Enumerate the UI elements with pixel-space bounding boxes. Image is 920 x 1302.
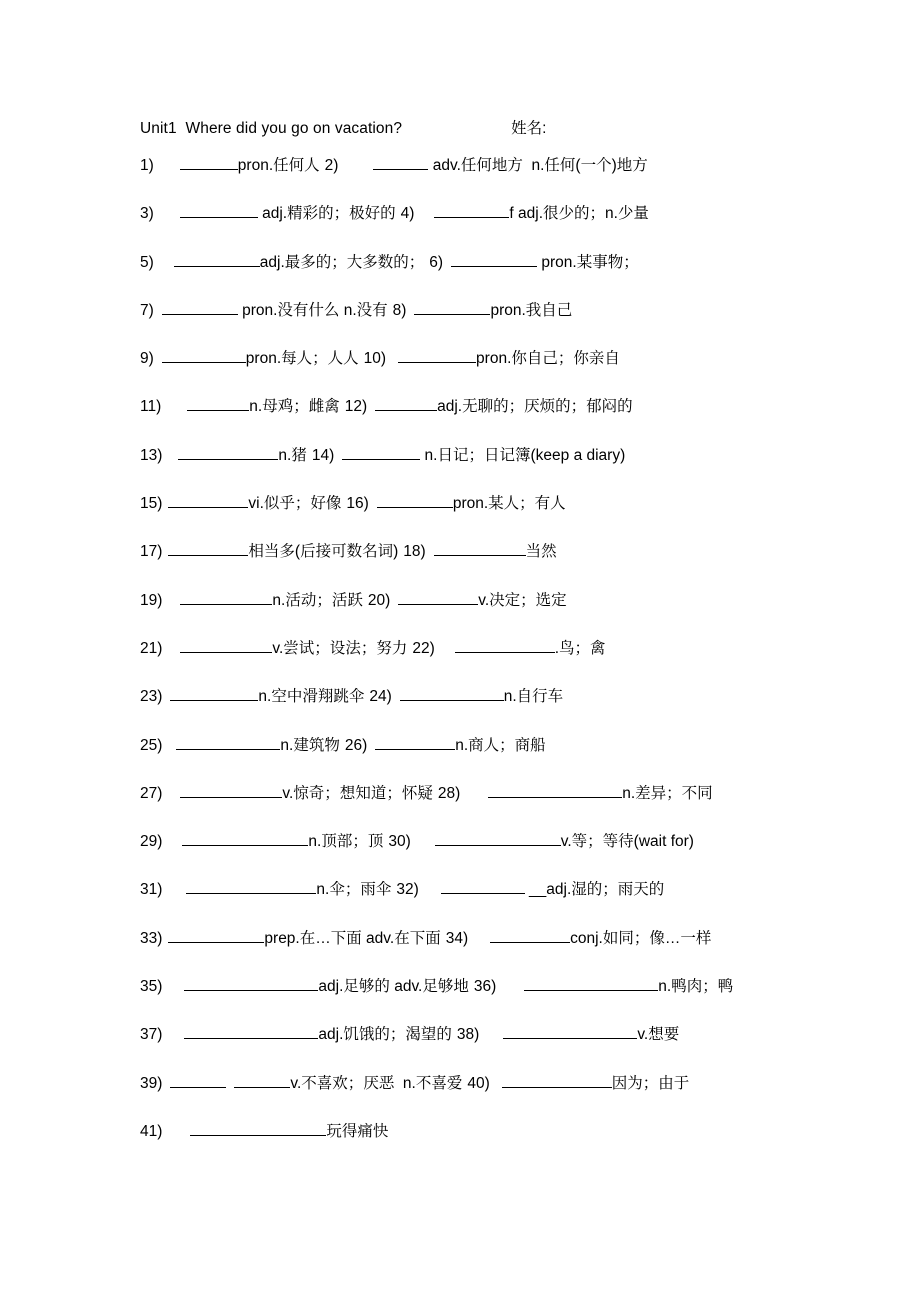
answer-blank[interactable] <box>180 588 272 605</box>
question-number: 10) <box>363 350 387 368</box>
question-list <box>140 142 840 1156</box>
definition-text: v.决定；选定 <box>478 591 567 609</box>
question-row <box>140 673 840 721</box>
answer-blank[interactable] <box>180 781 282 798</box>
definition-text: n.母鸡；雌禽 <box>249 398 340 416</box>
answer-blank[interactable] <box>503 1023 637 1040</box>
definition-text: adj.最多的；大多数的； <box>259 253 425 271</box>
question-number: 7) <box>140 301 154 319</box>
worksheet-content <box>140 120 840 1156</box>
question-number: 18) <box>403 543 426 561</box>
question-number: 23) <box>140 688 163 706</box>
answer-blank[interactable] <box>168 540 248 557</box>
question-number: 16) <box>346 495 369 513</box>
question-number: 14) <box>311 446 335 464</box>
question-number: 13) <box>140 446 163 464</box>
answer-blank[interactable] <box>524 975 658 992</box>
document-header <box>140 120 840 142</box>
answer-blank[interactable] <box>170 685 258 702</box>
question-number: 11) <box>140 398 162 416</box>
answer-blank[interactable] <box>455 636 555 653</box>
question-number: 26) <box>344 736 368 754</box>
question-number: 3) <box>140 205 154 223</box>
question-row <box>140 1011 840 1059</box>
answer-blank[interactable] <box>490 926 570 943</box>
question-number: 19) <box>140 591 163 609</box>
question-number: 5) <box>140 253 154 271</box>
answer-blank[interactable] <box>435 830 561 847</box>
definition-text: adj.足够的 adv.足够地 <box>318 978 469 996</box>
answer-blank[interactable] <box>178 443 278 460</box>
question-number: 34) <box>445 929 469 947</box>
answer-blank[interactable] <box>488 781 622 798</box>
question-row <box>140 480 840 528</box>
question-number: 6) <box>429 253 444 271</box>
answer-blank[interactable] <box>180 202 258 219</box>
question-row <box>140 818 840 866</box>
definition-text: conj.如同；像…一样 <box>570 929 712 947</box>
definition-text: prep.在…下面 adv.在下面 <box>264 929 441 947</box>
question-row <box>140 528 840 576</box>
definition-text: 玩得痛快 <box>326 1122 389 1140</box>
answer-blank[interactable] <box>174 250 260 267</box>
definition-text: n.顶部；顶 <box>308 833 384 851</box>
question-number: 30) <box>388 833 411 851</box>
definition-text: n.商人；商船 <box>455 736 546 754</box>
definition-text: v.等；等待(wait for) <box>560 833 694 851</box>
question-number: 28) <box>437 784 461 802</box>
question-number: 33) <box>140 929 163 947</box>
definition-text: 当然 <box>525 543 557 561</box>
question-number: 17) <box>140 543 163 561</box>
question-row <box>140 239 840 287</box>
answer-blank[interactable] <box>168 926 264 943</box>
answer-blank[interactable] <box>434 202 509 219</box>
question-number: 22) <box>412 639 435 657</box>
question-number: 21) <box>140 639 163 657</box>
answer-blank[interactable] <box>234 1071 290 1088</box>
question-number: 35) <box>140 978 163 996</box>
answer-blank[interactable] <box>184 1023 318 1040</box>
question-row <box>140 1060 840 1108</box>
question-number: 32) <box>396 881 419 899</box>
answer-blank[interactable] <box>170 1071 226 1088</box>
question-number: 31) <box>140 881 163 899</box>
answer-blank[interactable] <box>414 298 490 315</box>
question-number: 38) <box>456 1026 480 1044</box>
answer-blank[interactable] <box>186 878 316 895</box>
answer-blank[interactable] <box>342 443 420 460</box>
question-row <box>140 866 840 914</box>
question-number: 29) <box>140 833 163 851</box>
question-number: 41) <box>140 1122 163 1140</box>
question-row <box>140 915 840 963</box>
definition-text: n.日记；日记簿(keep a diary) <box>420 446 626 464</box>
definition-text: pron.某人；有人 <box>452 495 566 513</box>
question-row <box>140 287 840 335</box>
question-number: 37) <box>140 1026 163 1044</box>
question-row <box>140 722 840 770</box>
answer-blank[interactable] <box>373 154 428 171</box>
definition-text: adv.任何地方 n.任何(一个)地方 <box>428 157 648 174</box>
definition-text: v.惊奇；想知道；怀疑 <box>282 784 433 802</box>
definition-text: pron.没有什么 n.没有 <box>237 301 388 319</box>
answer-blank[interactable] <box>451 250 537 267</box>
definition-text: adj.无聊的；厌烦的；郁闷的 <box>437 398 633 416</box>
answer-blank[interactable] <box>180 636 272 653</box>
definition-text: n.建筑物 <box>280 736 340 754</box>
definition-text: adj.精彩的；极好的 <box>257 205 396 223</box>
page-title: Unit1 Where did you go on vacation? <box>140 120 403 137</box>
question-number: 8) <box>392 301 407 319</box>
definition-text: v.不喜欢；厌恶 n.不喜爱 <box>290 1074 463 1092</box>
definition-text: pron.每人；人人 <box>245 350 359 368</box>
definition-text: adj.饥饿的；渴望的 <box>318 1026 452 1044</box>
question-row <box>140 770 840 818</box>
student-name-label: 姓名: <box>511 120 547 137</box>
answer-blank[interactable] <box>400 685 504 702</box>
answer-blank[interactable] <box>398 347 476 364</box>
definition-text: v.尝试；设法；努力 <box>272 639 408 657</box>
answer-blank[interactable] <box>162 298 238 315</box>
question-number: 25) <box>140 736 163 754</box>
question-number: 15) <box>140 495 163 513</box>
question-number: 36) <box>473 978 497 996</box>
definition-text: __adj.湿的；雨天的 <box>524 881 665 899</box>
answer-blank[interactable] <box>180 154 238 171</box>
definition-text: pron.某事物； <box>537 253 639 271</box>
question-row <box>140 625 840 673</box>
question-number: 20) <box>367 591 391 609</box>
question-row <box>140 383 840 431</box>
question-row <box>140 577 840 625</box>
answer-blank[interactable] <box>182 830 308 847</box>
definition-text: 相当多(后接可数名词) <box>248 543 399 561</box>
answer-blank[interactable] <box>190 1119 326 1136</box>
question-number: 9) <box>140 350 154 368</box>
definition-text: n.猪 <box>278 446 307 464</box>
question-row <box>140 432 840 480</box>
definition-text: n.伞；雨伞 <box>316 881 392 899</box>
question-row <box>140 142 840 190</box>
definition-text: n.鸭肉；鸭 <box>658 978 734 996</box>
question-row <box>140 963 840 1011</box>
answer-blank[interactable] <box>168 492 248 509</box>
answer-blank[interactable] <box>377 492 453 509</box>
question-row <box>140 335 840 383</box>
answer-blank[interactable] <box>398 588 478 605</box>
definition-text: vi.似乎；好像 <box>248 495 342 513</box>
question-number: 40) <box>467 1074 490 1092</box>
answer-blank[interactable] <box>375 733 455 750</box>
question-number: 12) <box>344 398 368 416</box>
question-number: 39) <box>140 1074 163 1092</box>
answer-blank[interactable] <box>187 395 249 412</box>
definition-text: n.活动；活跃 <box>272 591 363 609</box>
question-number: 2) <box>324 157 339 174</box>
answer-blank[interactable] <box>502 1071 612 1088</box>
definition-text: pron.我自己 <box>490 301 573 319</box>
question-number: 24) <box>369 688 392 706</box>
definition-text: n.自行车 <box>503 688 564 706</box>
definition-text: n.差异；不同 <box>622 784 713 802</box>
definition-text: f adj.很少的；n.少量 <box>509 205 649 223</box>
answer-blank[interactable] <box>184 975 318 992</box>
definition-text: pron.你自己；你亲自 <box>476 350 620 368</box>
question-row <box>140 1108 840 1156</box>
definition-text: pron.任何人 <box>237 157 320 174</box>
definition-text: 因为；由于 <box>611 1074 690 1092</box>
answer-blank[interactable] <box>162 347 246 364</box>
answer-blank[interactable] <box>176 733 280 750</box>
question-row <box>140 190 840 238</box>
definition-text: n.空中滑翔跳伞 <box>258 688 365 706</box>
answer-blank[interactable] <box>375 395 437 412</box>
question-number: 1) <box>140 157 154 174</box>
answer-blank[interactable] <box>434 540 526 557</box>
question-number: 4) <box>400 205 415 223</box>
definition-text: v.想要 <box>637 1026 680 1044</box>
answer-blank[interactable] <box>441 878 525 895</box>
definition-text: .鸟；禽 <box>554 639 606 657</box>
question-number: 27) <box>140 784 163 802</box>
